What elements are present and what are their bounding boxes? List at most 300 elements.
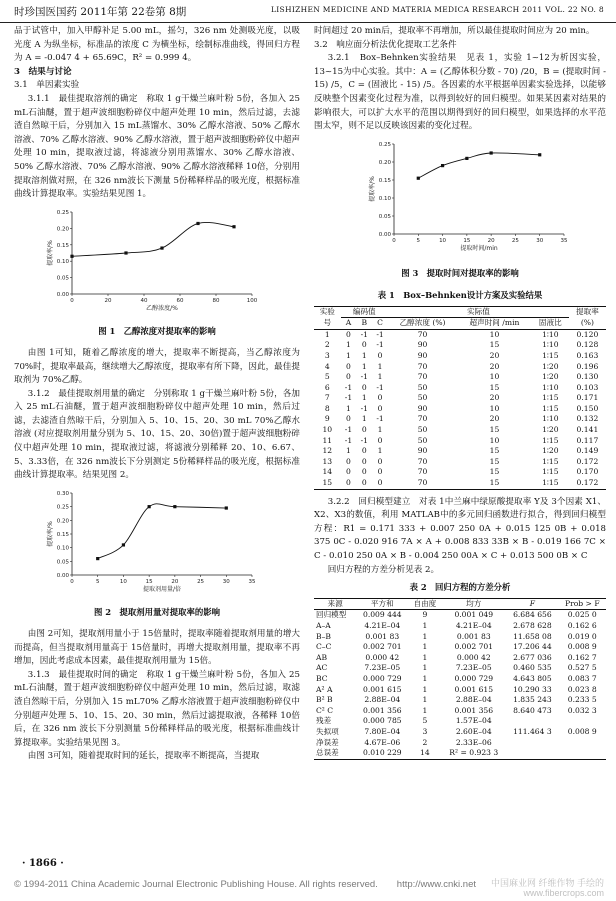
t1-cell: 0: [346, 467, 351, 477]
t2-cell: 0.000 785: [362, 716, 402, 726]
t2-cell: B–B: [316, 631, 331, 641]
t2-cell: C–C: [316, 642, 332, 652]
t2-cell: 0.023 8: [567, 684, 597, 694]
y-tick-label: 0.00: [378, 231, 391, 238]
y-tick-label: 0.25: [56, 209, 69, 216]
t2-cell: A² A: [316, 684, 333, 694]
x-tick-label: 15: [463, 237, 471, 244]
t2-cell: 0.001 356: [454, 705, 494, 715]
x-tick-label: 10: [119, 578, 127, 585]
t1-cell: 0: [346, 372, 351, 382]
t1-cell: 1: [377, 361, 383, 371]
t2-cell: 2.33E–06: [455, 737, 492, 747]
t1-cell: -1: [360, 372, 368, 382]
x-tick-label: 20: [487, 237, 495, 244]
y-tick-label: 0.20: [378, 159, 391, 166]
x-tick-label: 0: [392, 237, 396, 244]
t1-cell: 1∶15: [542, 350, 559, 360]
t1-cell: 70: [417, 414, 428, 424]
t2-cell: 0.083 7: [567, 673, 597, 683]
t2-cell: 0.001 615: [454, 684, 494, 694]
t1-cell: 10: [322, 425, 333, 435]
t2-cell: 2.677 036: [513, 652, 552, 662]
t1-cell: 0.163: [576, 350, 599, 360]
t2-cell: 7.80E–04: [364, 726, 401, 736]
t1-cell: 0.141: [576, 425, 599, 435]
t1-cell: 0.170: [576, 467, 599, 477]
t1-cell: 20: [489, 414, 500, 424]
copyright-line: © 1994-2011 China Academic Journal Electronic Publishing House. All rights reserved. http://www.cnki.net: [14, 879, 476, 890]
x-tick-label: 20: [171, 578, 179, 585]
t1-cell: -1: [344, 435, 353, 445]
t1-cell: 0.130: [576, 372, 599, 382]
t2-cell: 4.21E–04: [364, 620, 401, 630]
t1-sub-ethanol: 乙醇浓度 (%): [399, 318, 446, 328]
data-point: [96, 557, 99, 560]
t1-cell: 90: [417, 340, 428, 350]
t1-cell: 1: [377, 372, 383, 382]
data-point: [465, 157, 468, 160]
y-axis-label: 提取率/%: [47, 239, 54, 266]
t1-cell: 90: [417, 403, 428, 413]
t1-cell: 15: [489, 478, 500, 488]
running-header: [0, 0, 616, 23]
t2-row: [314, 748, 606, 759]
t1-row: [314, 351, 606, 362]
x-axis-label: 提取剂用量/倍: [142, 585, 182, 593]
t2-cell: 8.640 473: [513, 705, 552, 715]
t2-row: [314, 738, 606, 749]
t1-cell: 0: [346, 361, 351, 371]
table-1-title: 表 1 Box–Behnken设计方案及实验结果: [377, 289, 543, 300]
left-column: [14, 25, 300, 764]
t1-cell: 10: [489, 372, 500, 382]
figure-3: [314, 138, 606, 266]
t2-cell: 2.60E–04: [455, 726, 492, 736]
y-tick-label: 0.25: [56, 504, 69, 511]
t1-cell: 14: [322, 467, 333, 477]
paragraph-anova-ref: 回归方程的方差分析见表 2。: [327, 564, 440, 575]
t2-cell: 4.21E–04: [455, 620, 492, 630]
t1-cell: 90: [417, 350, 428, 360]
t1-cell: 1: [361, 361, 367, 371]
t1-cell: 20: [489, 350, 500, 360]
t1-cell: 1∶10: [542, 382, 559, 392]
t1-cell: 2: [324, 340, 330, 350]
y-tick-label: 0.15: [56, 531, 69, 538]
watermark: [491, 878, 604, 898]
t2-head-ss: 平方和: [370, 598, 394, 608]
paragraph-3-2-2: 3.2.2 回归模型建立 对表 1中兰麻中绿原酸提取率 Y及 3个因素 X1、X2、X3的数值，利用 MATLAB中的多元回归函数进行拟合，得到回归模型方程：R1 = 0.171 333 + 0.007 250 0A + 0.015 125 0B + 0.018 375 0C - 0.020 916 7A × A + 0.008 833 33B × B - 0.019 166 7C × C - 0.010 250 0A × B - 0.004 250 00A × C + 0.013 500 0B × C: [314, 496, 606, 561]
paragraph-3-1-3: 3.1.3 最佳提取时间的确定 称取 1 g干燥兰麻叶粉 5份，各加入 25 mL石油醚，置于超声波细胞粉碎仪中超声处理 10 min，然后过滤，取滤渣自然晾干后，分别加入 15 mL70% 乙醇水溶液置于超声波细胞粉碎仪中分别超声处理 5、10、15、20、30 min，然后过滤提取液，各稀释 10倍后，在 326 nm 波长下分别测量 5份稀释样品的吸光度，根据标准曲线计算提取率。实验结果见图 3。: [14, 669, 300, 748]
t1-sub-a: A: [345, 318, 352, 328]
t1-cell: 1: [346, 446, 351, 456]
t1-cell: -1: [360, 435, 368, 445]
x-tick-label: 30: [536, 237, 544, 244]
t1-cell: 20: [489, 393, 500, 403]
t1-row: [314, 383, 606, 394]
t1-cell: 0: [361, 340, 367, 350]
t1-cell: 1: [377, 446, 383, 456]
data-point: [196, 222, 199, 225]
table-1: [314, 306, 606, 490]
t1-cell: 0: [377, 467, 383, 477]
x-tick-label: 35: [560, 237, 568, 244]
section-heading-3: 3 结果与讨论: [14, 66, 72, 77]
figure-2-caption: 图 2 提取剂用量对提取率的影响: [94, 607, 220, 618]
series-line: [418, 153, 539, 178]
t2-cell: 0.460 535: [513, 663, 552, 673]
t1-cell: 1∶15: [542, 478, 559, 488]
y-tick-label: 0.20: [56, 518, 69, 525]
x-axis-label: 提取时间/min: [460, 244, 498, 252]
t2-cell: B² B: [316, 695, 333, 705]
t1-cell: 10: [489, 435, 500, 445]
data-point: [160, 246, 163, 249]
t1-cell: 0: [346, 456, 351, 466]
t1-cell: 3: [324, 350, 330, 360]
t2-cell: A–A: [316, 620, 331, 630]
t1-sub-time: 超声时间 /min: [469, 318, 520, 328]
t1-head-actual: 实际值: [388, 306, 569, 318]
data-point: [122, 543, 125, 546]
data-point: [173, 505, 176, 508]
t2-cell: 0.000 42: [456, 652, 491, 662]
t1-cell: 12: [322, 446, 333, 456]
t2-cell: 1: [422, 684, 428, 694]
t1-cell: 70: [417, 456, 428, 466]
t1-row: [314, 467, 606, 478]
t2-cell: AB: [316, 652, 328, 662]
t2-row: [314, 663, 606, 674]
t1-cell: 15: [489, 456, 500, 466]
t1-row: [314, 393, 606, 404]
t2-cell: 0.527 5: [567, 663, 597, 673]
x-tick-label: 20: [104, 297, 112, 304]
t1-cell: 15: [489, 340, 500, 350]
t1-cell: 1: [361, 350, 367, 360]
t2-row: [314, 716, 606, 727]
t1-cell: 1∶15: [542, 403, 559, 413]
t2-cell: 6.684 656: [513, 610, 552, 620]
t2-cell: 1: [422, 663, 428, 673]
t1-cell: 1: [324, 329, 330, 339]
page-number: · 1866 ·: [22, 858, 64, 869]
paragraph-continued: 时间超过 20 min后，提取率不再增加，所以最佳提取时间应为 20 min。: [314, 26, 595, 36]
t2-cell: 0.008 9: [567, 642, 597, 652]
x-tick-label: 0: [70, 297, 74, 304]
t1-cell: 4: [324, 361, 330, 371]
paragraph-fig1-discussion: 由图 1可知，随着乙醇浓度的增大，提取率不断提高，当乙醇浓度为 70%时，提取率最高，继续增大乙醇浓度，提取率有所下降，因此，最佳提取剂为 70%乙醇。: [14, 347, 300, 386]
t1-cell: 0: [361, 446, 367, 456]
t1-row: [314, 362, 606, 373]
x-tick-label: 60: [176, 297, 184, 304]
data-point: [124, 251, 127, 254]
t2-row: [314, 642, 606, 653]
t1-cell: 0.128: [576, 340, 599, 350]
t2-cell: 4.643 805: [513, 673, 552, 683]
t1-cell: 0: [377, 393, 383, 403]
t1-cell: 0: [377, 456, 383, 466]
t1-cell: -1: [376, 382, 384, 392]
t1-cell: 0.196: [576, 361, 599, 371]
y-tick-label: 0.30: [56, 490, 69, 497]
t1-head-coded: 编码值: [341, 306, 388, 318]
t2-cell: 2.88E–04: [455, 695, 492, 705]
t1-cell: 13: [322, 456, 333, 466]
t2-cell: 9: [422, 610, 428, 620]
t1-cell: 1∶15: [542, 393, 559, 403]
figure-1-chart: [14, 206, 300, 318]
t2-cell: BC: [316, 673, 328, 683]
t1-row: [314, 478, 606, 489]
x-tick-label: 35: [248, 578, 256, 585]
t2-cell: 1: [422, 695, 428, 705]
t1-cell: 0.171: [576, 393, 599, 403]
t2-cell: 1: [422, 673, 428, 683]
t1-cell: 10: [489, 329, 500, 339]
t2-cell: 1: [422, 631, 428, 641]
t2-cell: R² = 0.923 3: [449, 748, 499, 758]
x-tick-label: 15: [145, 578, 153, 585]
t2-cell: 0.000 729: [454, 673, 494, 683]
t1-cell: 15: [489, 425, 500, 435]
t2-cell: 失拟项: [316, 726, 339, 736]
y-axis-label: 提取率/%: [47, 520, 54, 547]
y-axis-label: 提取率/%: [369, 175, 376, 202]
t1-cell: 50: [417, 393, 428, 403]
t1-sub-no: 号: [323, 317, 332, 327]
table-1-body: [314, 329, 606, 489]
t1-cell: 0.120: [576, 329, 599, 339]
t1-cell: 0: [346, 414, 351, 424]
t2-head-source: 来源: [327, 598, 343, 608]
y-tick-label: 0.10: [56, 258, 69, 265]
t2-cell: 7.23E–05: [455, 663, 492, 673]
t1-sub-c: C: [377, 318, 383, 328]
t1-cell: 0: [377, 435, 383, 445]
t1-cell: 20: [489, 361, 500, 371]
t1-cell: 1∶20: [542, 372, 559, 382]
y-tick-label: 0.15: [56, 242, 69, 249]
t2-cell: 回归模型: [316, 610, 347, 620]
t1-cell: 1∶10: [542, 340, 559, 350]
t2-cell: 0.025 0: [567, 610, 597, 620]
t1-cell: 0.117: [576, 435, 599, 445]
y-tick-label: 0.15: [378, 177, 391, 184]
t1-head-rate: 提取率: [576, 306, 599, 316]
t2-cell: 2.678 628: [513, 620, 552, 630]
data-point: [538, 153, 541, 156]
x-tick-label: 100: [246, 297, 258, 304]
t1-cell: 0: [361, 467, 367, 477]
paragraph-standard-curve: 品于试管中，加入甲醇补足 5.00 mL，摇匀，326 nm 处测吸光度，以吸光度 A 为纵坐标，标准品的浓度 C 为横坐标，绘制标准曲线，得回归方程为 A = -0.047 4 + 65.69C，R² = 0.999 4。: [14, 26, 300, 64]
t1-cell: 0.172: [576, 478, 599, 488]
y-tick-label: 0.00: [56, 291, 69, 298]
y-tick-label: 0.05: [56, 275, 69, 282]
y-tick-label: 0.00: [56, 572, 69, 579]
t1-row: [314, 372, 606, 383]
data-point: [232, 225, 235, 228]
t1-cell: 15: [489, 446, 500, 456]
t2-cell: 5: [422, 716, 428, 726]
t2-cell: C² C: [316, 705, 334, 715]
figure-1-caption: 图 1 乙醇浓度对提取率的影响: [98, 326, 216, 337]
t1-cell: 0.103: [576, 382, 599, 392]
t2-cell: 0.009 444: [362, 610, 402, 620]
paragraph-fig3-discussion: 由图 3可知，随着提取时间的延长，提取率不断提高，当提取: [27, 751, 260, 762]
figure-2: [14, 487, 300, 605]
t1-cell: 70: [417, 478, 428, 488]
t1-cell: 0: [346, 478, 351, 488]
t1-cell: -1: [376, 414, 384, 424]
t2-cell: 4.67E–06: [364, 737, 401, 747]
t2-cell: [559, 748, 606, 759]
t1-cell: 70: [417, 467, 428, 477]
t2-cell: 0.008 9: [567, 726, 597, 736]
x-axis-label: 乙醇浓度/%: [146, 304, 178, 312]
t2-cell: 0.000 729: [362, 673, 402, 683]
t2-cell: 11.658 08: [513, 631, 552, 641]
t2-cell: 1: [422, 642, 428, 652]
t2-cell: 0.001 83: [456, 631, 491, 641]
t1-cell: 0: [377, 478, 383, 488]
t1-row: [314, 414, 606, 425]
x-tick-label: 40: [140, 297, 148, 304]
t1-cell: 70: [417, 329, 428, 339]
t1-cell: 1∶20: [542, 361, 559, 371]
t2-cell: 0.233 5: [567, 695, 597, 705]
t1-cell: 1: [346, 340, 351, 350]
paragraph-3-1-2: 3.1.2 最佳提取剂用量的确定 分别称取 1 g干燥兰麻叶粉 5份，各加入 25 mL石油醚，置于超声波细胞粉碎仪中超声处理 10 min，然后过滤，去滤渣自然晾干后，分别加入 5、10、15、20、30 mL 70%乙醇水溶液 (对应提取剂用量分别为 5、10、15、20、30倍)置于超声波细胞粉碎仪中超声处理 10 min，提取液过滤，将滤液分别稀释 20、10、6.67、5、3.33倍，在 326 nm波长下分别测定 5份稀释样品的吸光度，根据标准曲线计算提取率。结果见图 2。: [14, 388, 300, 481]
data-point: [417, 176, 420, 179]
data-point: [490, 151, 493, 154]
x-tick-label: 25: [511, 237, 519, 244]
t1-cell: 1: [346, 403, 351, 413]
data-point: [148, 505, 151, 508]
t1-cell: 0.132: [576, 414, 599, 424]
t2-cell: [559, 716, 606, 727]
t2-cell: 1: [422, 705, 428, 715]
table-2-title: 表 2 回归方程的方差分析: [409, 582, 511, 593]
t1-row: [314, 340, 606, 351]
table-2-body: [314, 610, 606, 759]
t1-cell: 1∶20: [542, 425, 559, 435]
x-tick-label: 25: [197, 578, 205, 585]
t1-row: [314, 329, 606, 340]
t1-sub-b: B: [361, 318, 368, 328]
t1-cell: -1: [344, 425, 353, 435]
x-tick-label: 5: [416, 237, 421, 244]
t1-cell: 90: [417, 446, 428, 456]
t1-cell: 50: [417, 435, 428, 445]
y-tick-label: 0.25: [378, 141, 391, 148]
t2-cell: 0.001 83: [365, 631, 400, 641]
t2-cell: 7.23E–05: [364, 663, 401, 673]
t2-cell: 0.032 3: [567, 705, 597, 715]
t2-head-f: F: [529, 598, 536, 608]
t2-head-prob: Prob > F: [564, 598, 600, 608]
t1-cell: 50: [417, 382, 428, 392]
x-tick-label: 10: [439, 237, 447, 244]
t1-cell: 0: [361, 382, 367, 392]
t2-cell: 0.010 229: [362, 748, 402, 758]
t1-cell: -1: [376, 329, 384, 339]
watermark-line-1: 中国麻业网 纤维作物 手绘的: [490, 878, 604, 888]
t1-cell: -1: [376, 340, 384, 350]
header-journal-cn: 时珍国医国药 2011年第 22卷第 8期: [14, 6, 187, 18]
data-point: [441, 164, 444, 167]
t2-cell: 1: [422, 620, 428, 630]
t2-cell: 0.001 356: [362, 705, 402, 715]
series-line: [72, 222, 234, 256]
x-tick-label: 80: [212, 297, 220, 304]
t2-cell: 净误差: [316, 737, 339, 747]
figure-3-chart: [314, 138, 606, 260]
table-2: [314, 598, 606, 760]
t1-row: [314, 457, 606, 468]
y-tick-label: 0.10: [56, 545, 69, 552]
t1-cell: 70: [417, 372, 428, 382]
t1-cell: 1: [361, 393, 367, 403]
t2-row: [314, 674, 606, 685]
t1-cell: 0: [361, 456, 367, 466]
t1-cell: 11: [322, 435, 333, 445]
t2-cell: AC: [316, 663, 328, 673]
t1-cell: 8: [324, 403, 330, 413]
t2-row: [314, 706, 606, 717]
t1-cell: 0: [361, 425, 367, 435]
t2-cell: 残差: [316, 716, 332, 726]
t1-cell: 70: [417, 361, 428, 371]
t1-cell: 1∶10: [542, 329, 559, 339]
t2-cell: 10.290 33: [513, 684, 552, 694]
t1-cell: 5: [324, 372, 330, 382]
paragraph-3-1-1: 3.1.1 最佳提取溶剂的确定 称取 1 g干燥兰麻叶粉 5份，各加入 25 mL石油醚，置于超声波细胞粉碎仪中超声处理 10 min，然后过滤，去滤渣自然晾干后，分别加入 15 mL蒸馏水、30% 乙醇水溶液、50% 乙醇水溶液、70% 乙醇水溶液、90% 乙醇水溶液，置于超声波细胞粉碎仪中超声处理 10 min，提取液过滤，将滤液分别用蒸馏水、30% 乙醇水溶液、50% 乙醇水溶液、70% 乙醇水溶液、90% 乙醇水溶液稀释 10倍，分别用提取溶剂做对照，在 326 nm波长下测量 5份稀释样品的吸光度，根据标准曲线计算提取率。实验结果见图 1。: [14, 93, 300, 200]
t2-cell: 0.002 701: [454, 642, 494, 652]
series-line: [98, 504, 227, 559]
data-point: [70, 254, 73, 257]
t2-cell: 14: [420, 748, 430, 758]
x-tick-label: 5: [95, 578, 100, 585]
t2-cell: 总误差: [316, 748, 339, 758]
t2-row: [314, 727, 606, 738]
t1-cell: 1∶20: [542, 446, 559, 456]
figure-1: [14, 206, 300, 324]
t1-cell: 1: [377, 425, 383, 435]
paragraph-3-2-1: 3.2.1 Box–Behnken实验结果 见表 1，实验 1~12为析因实验，13~15为中心实验。其中：A = (乙醇体积分数 - 70) /20，B = (提取时间 - 15) /5，C = (固液比 - 15) /5。各因素的水平根据单因素实验选择，以能够反映整个因素变化过程为准，以得到较好的回归模型。如果某因素对结果的影响很大，可以扩大水平的范围以期得到好的回归模型，如果选择的水平范围太窄，则不足以反映该因素的变化过程。: [314, 53, 606, 132]
t1-cell: 0.149: [576, 446, 599, 456]
t1-cell: -1: [360, 329, 368, 339]
t2-cell: 1.835 243: [513, 695, 552, 705]
t2-head-df: 自由度: [413, 598, 437, 608]
t2-row: [314, 695, 606, 706]
y-tick-label: 0.05: [378, 213, 391, 220]
t1-cell: 0.150: [576, 403, 599, 413]
t2-cell: [506, 738, 558, 749]
t1-cell: 0: [361, 478, 367, 488]
section-heading-3-2: 3.2 响应面分析法优化提取工艺条件: [314, 39, 457, 50]
t1-cell: 7: [324, 393, 330, 403]
t2-cell: 1.57E–04: [455, 716, 492, 726]
t2-cell: 0.001 615: [362, 684, 402, 694]
t2-row: [314, 685, 606, 696]
t2-cell: 1: [422, 652, 428, 662]
t2-cell: 0.000 42: [365, 652, 400, 662]
section-heading-3-1: 3.1 单因素实验: [14, 80, 80, 91]
t1-cell: 1∶15: [542, 435, 559, 445]
t2-cell: 111.464 3: [513, 726, 552, 736]
